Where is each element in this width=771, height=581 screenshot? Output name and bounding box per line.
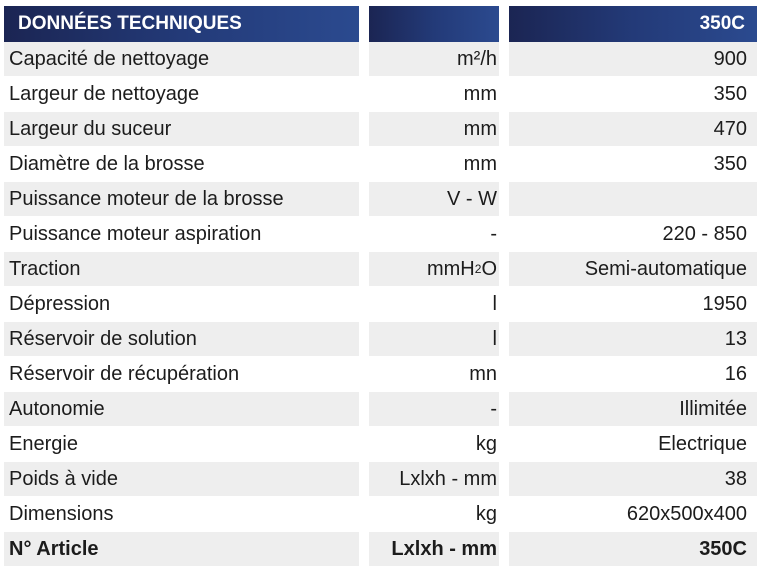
row-label: Autonomie [4, 392, 359, 426]
row-unit-main: mmH [426, 257, 475, 280]
table-row [0, 287, 771, 321]
table-row [0, 427, 771, 461]
row-unit: - [369, 392, 499, 426]
row-unit: mm [463, 152, 497, 175]
row-label: Poids à vide [4, 462, 359, 496]
row-unit: l [369, 322, 499, 356]
row-unit: l [492, 292, 497, 315]
table-row [0, 497, 771, 531]
row-unit: Lxlxh - mm [369, 462, 499, 496]
row-label: Largeur de nettoyage [9, 82, 200, 105]
table-row [0, 322, 771, 356]
row-label: Réservoir de solution [4, 322, 359, 356]
table-row [0, 392, 771, 426]
row-label: Energie [9, 432, 78, 455]
table-row [0, 42, 771, 76]
row-unit: mn [469, 362, 497, 385]
row-value: 1950 [702, 292, 747, 315]
row-unit-tail: O [481, 257, 497, 280]
row-value: 220 - 850 [662, 222, 747, 245]
row-unit [369, 252, 499, 286]
table-row [0, 217, 771, 251]
header-title: DONNÉES TECHNIQUES [4, 6, 359, 42]
row-label: Diamètre de la brosse [9, 152, 205, 175]
table-row-article [0, 532, 771, 566]
table-row [0, 182, 771, 216]
table-header [0, 6, 771, 42]
row-value: 470 [509, 112, 757, 146]
row-unit: mm [369, 112, 499, 146]
row-value: 38 [509, 462, 757, 496]
table-row [0, 112, 771, 146]
row-label: Traction [4, 252, 359, 286]
row-label: Capacité de nettoyage [4, 42, 359, 76]
row-value: 900 [509, 42, 757, 76]
row-value: 350 [713, 152, 747, 175]
header-unit [369, 6, 499, 42]
row-unit: V - W [369, 182, 499, 216]
row-value [509, 182, 757, 216]
row-value: 620x500x400 [626, 502, 747, 525]
row-unit-subscript: 2 [474, 262, 482, 276]
row-value: Electrique [658, 432, 747, 455]
row-unit: mm [463, 82, 497, 105]
row-unit: kg [475, 432, 497, 455]
header-model: 350C [509, 6, 757, 42]
table-row [0, 77, 771, 111]
table-row [0, 357, 771, 391]
table-row [0, 147, 771, 181]
row-value: 350C [509, 532, 757, 566]
table-row [0, 252, 771, 286]
row-label: Puissance moteur aspiration [9, 222, 262, 245]
row-label: Largeur du suceur [4, 112, 359, 146]
row-unit: m²/h [369, 42, 499, 76]
row-unit: - [490, 222, 497, 245]
row-label: Dépression [9, 292, 111, 315]
row-unit: Lxlxh - mm [369, 532, 499, 566]
table-row [0, 462, 771, 496]
row-value: Illimitée [509, 392, 757, 426]
row-value: Semi-automatique [509, 252, 757, 286]
row-value: 350 [713, 82, 747, 105]
row-label: Réservoir de récupération [9, 362, 240, 385]
row-label: N° Article [4, 532, 359, 566]
row-label: Dimensions [9, 502, 114, 525]
row-value: 13 [509, 322, 757, 356]
row-unit: kg [475, 502, 497, 525]
row-value: 16 [724, 362, 747, 385]
row-label: Puissance moteur de la brosse [4, 182, 359, 216]
